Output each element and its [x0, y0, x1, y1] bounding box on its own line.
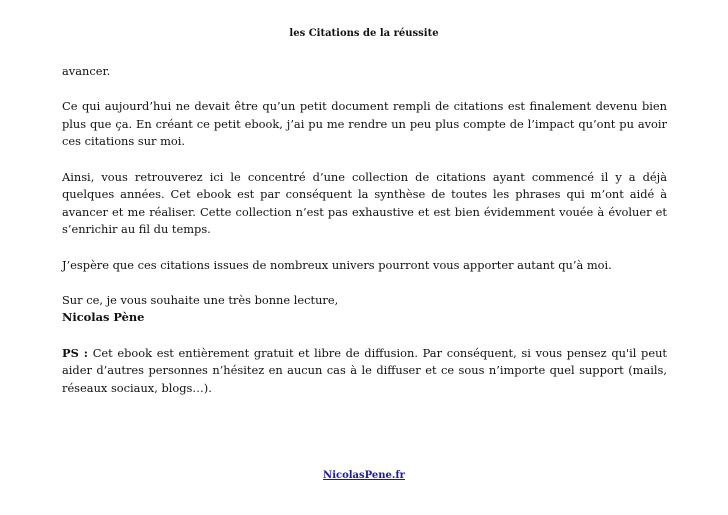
postscript-paragraph — [62, 345, 667, 398]
footer — [0, 470, 728, 481]
paragraph-intro: Ce qui aujourd’hui ne devait être qu’un petit document rempli de citations est finalement devenu bien plus que ça. En créant ce petit ebook, j’ai pu me rendre un peu plus compte de l’impact qu’ont pu avoir ces citations sur moi. — [62, 99, 667, 149]
paragraph-hope: J’espère que ces citations issues de nombreux univers pourront vous apporter autant qu’à moi. — [62, 257, 612, 272]
paragraph-collection: Ainsi, vous retrouverez ici le concentré d’une collection de citations ayant commencé il y a déjà quelques années. Cet ebook est par conséquent la synthèse de toutes les phrases qui m’ont aidé à avancer et me réaliser. Cette collection n’est pas exhaustive et est bien évidemment vouée à évoluer et s’enrichir au fil du temps. — [62, 169, 667, 237]
author-signature: Nicolas Pène — [62, 310, 145, 325]
running-header: les Citations de la réussite — [289, 28, 439, 39]
website-link[interactable]: NicolasPene.fr — [323, 470, 405, 481]
paragraph-continuation: avancer. — [62, 64, 111, 78]
closing-line: Sur ce, je vous souhaite une très bonne lecture, — [62, 292, 339, 307]
body-text — [62, 63, 667, 415]
ps-text: Cet ebook est entièrement gratuit et libre de diffusion. Par conséquent, si vous pensez qu'il peut aider d’autres personnes n’hésitez en aucun cas à le diffuser et ce sous n’importe quel support (mails, réseaux sociaux, blogs…). — [62, 345, 667, 395]
signature-block — [62, 309, 667, 327]
ps-label: PS : — [62, 345, 89, 360]
